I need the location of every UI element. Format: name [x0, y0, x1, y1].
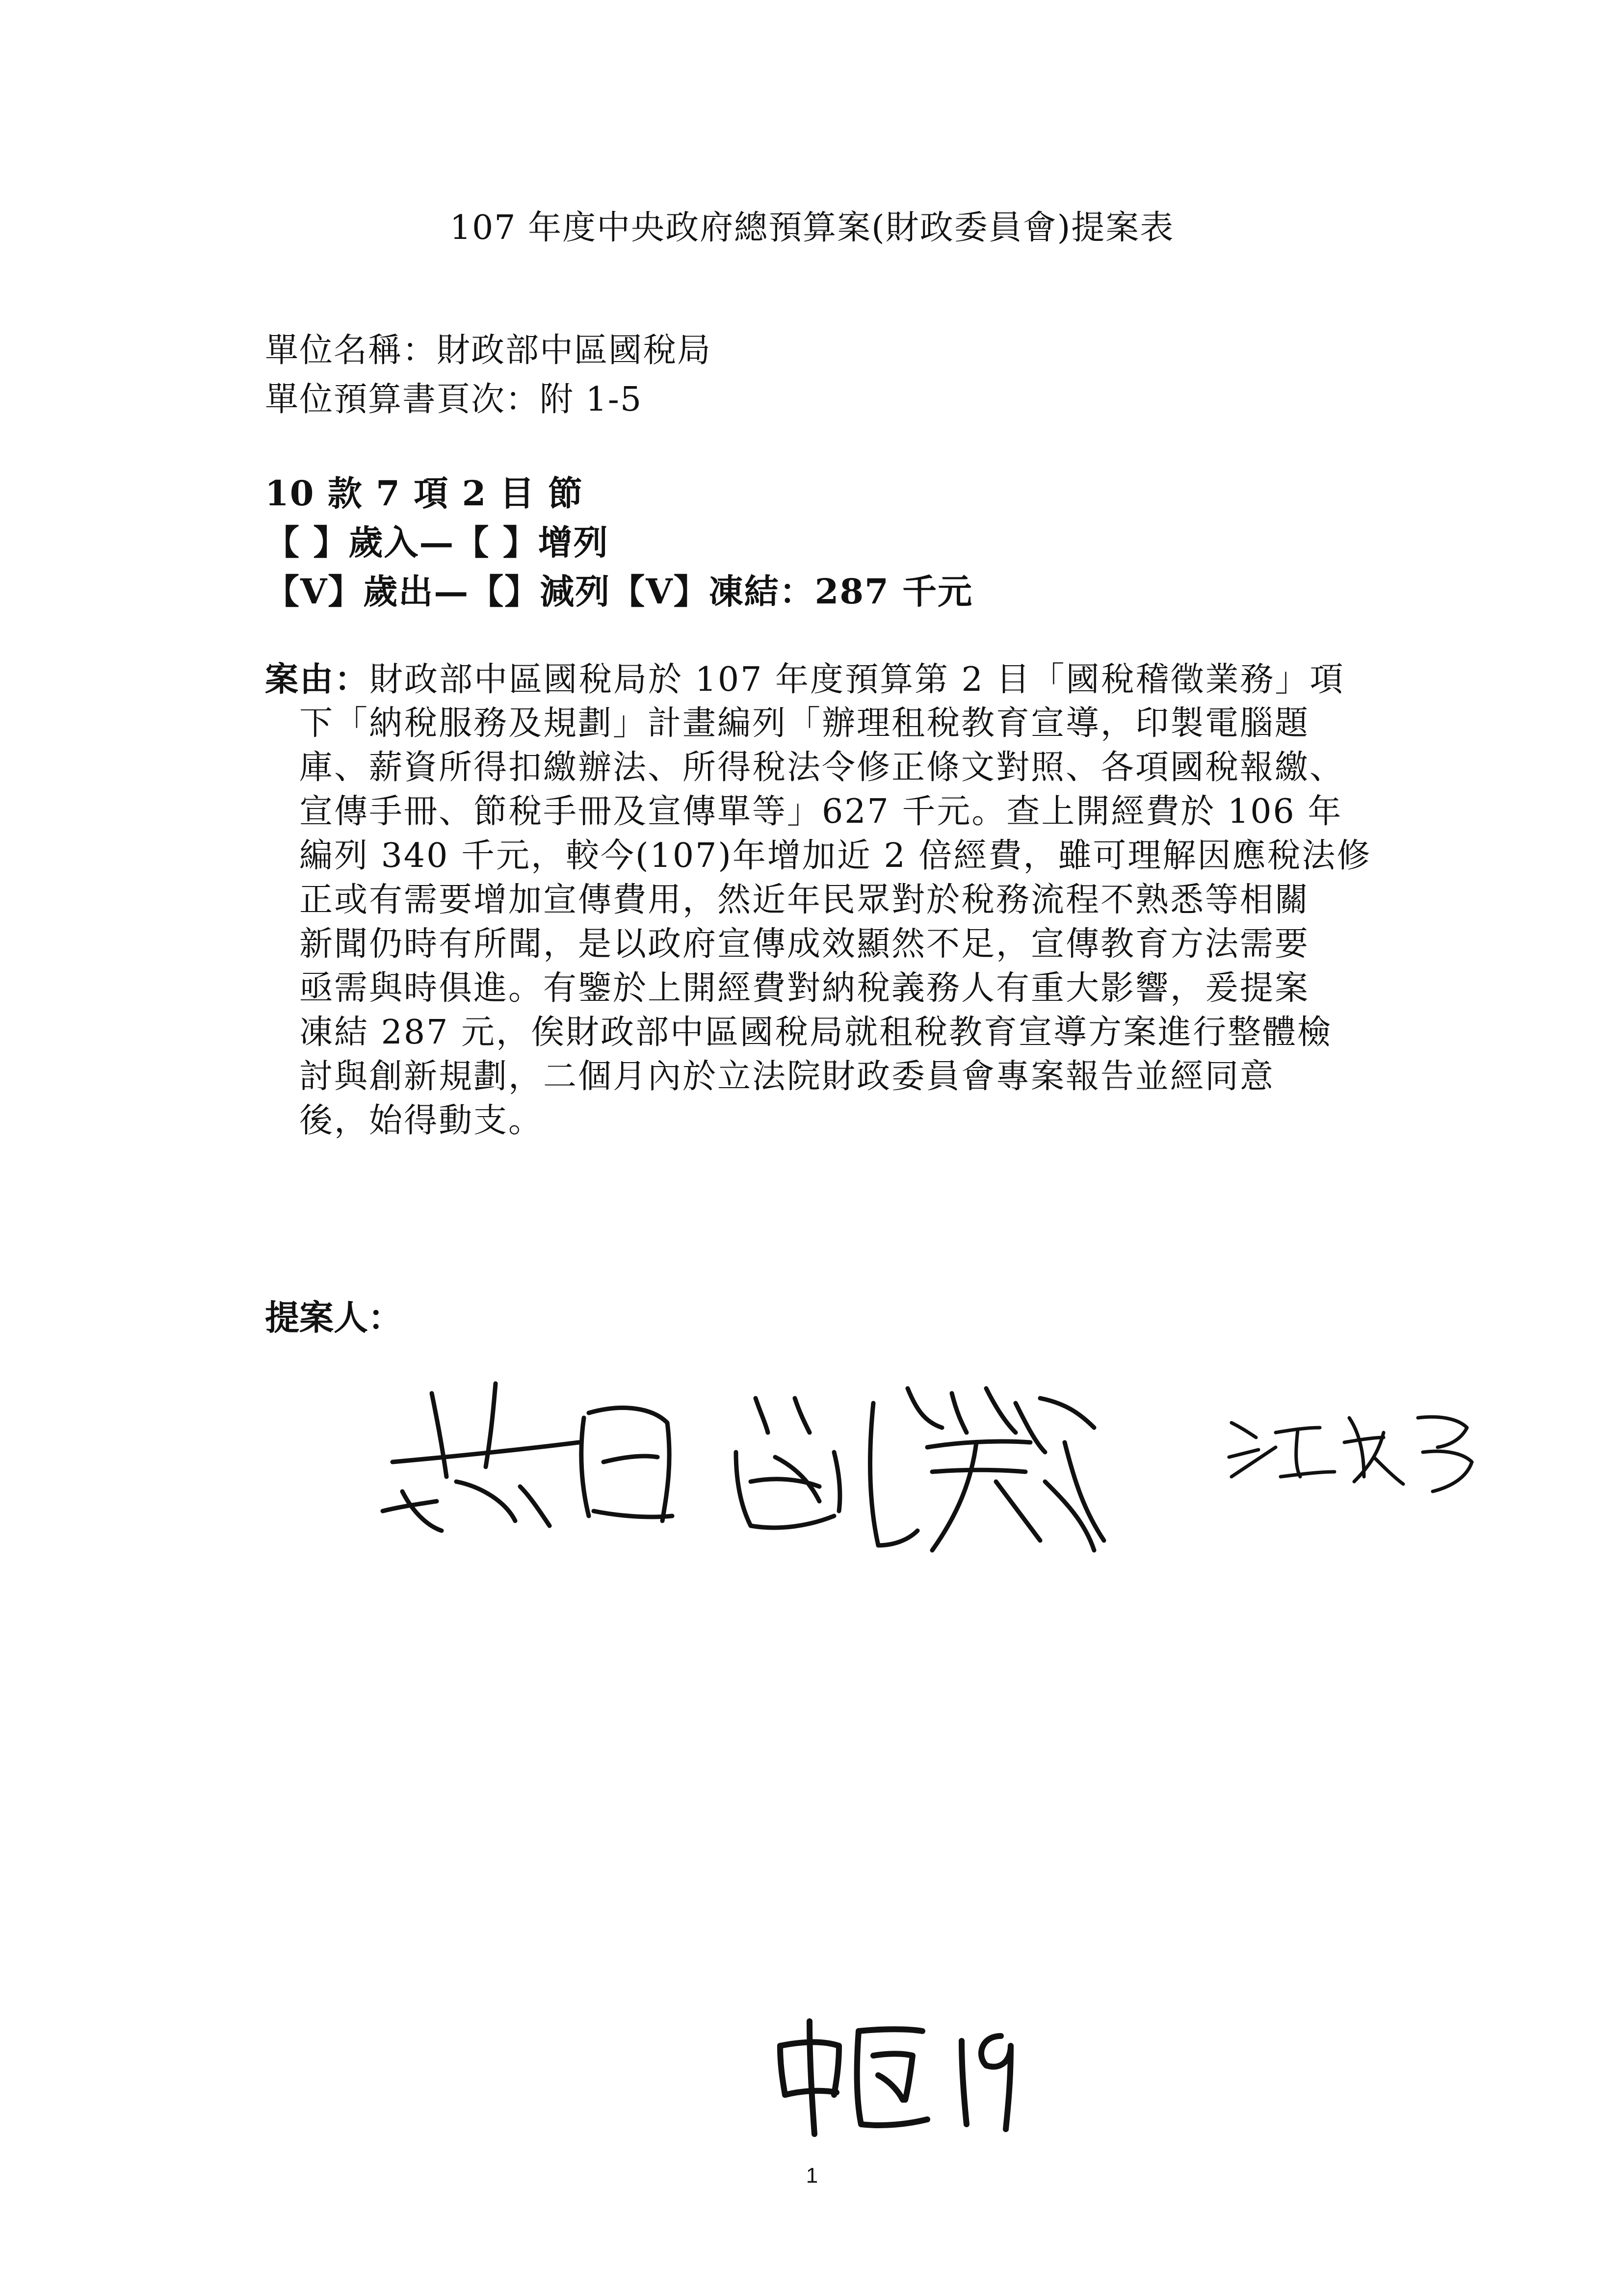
handwritten-note [765, 2011, 1021, 2139]
reason-line: 編列 340 千元，較今(107)年增加近 2 倍經費，雖可理解因應稅法修 [299, 836, 1372, 875]
reason-line: 討與創新規劃，二個月內於立法院財政委員會專案報告並經同意 [299, 1057, 1275, 1096]
reason-section [265, 657, 1423, 1143]
proposer-label: 提案人： [265, 1297, 402, 1338]
reason-line: 凍結 287 元，俟財政部中區國稅局就租稅教育宣導方案進行整體檢 [299, 1013, 1333, 1052]
page-number: 1 [806, 2164, 818, 2188]
revenue-line: 【 】歲入—【 】增列 [265, 522, 609, 563]
reason-line: 新聞仍時有所聞，是以政府宣傳成效顯然不足，宣傳教育方法需要 [299, 925, 1310, 964]
expenditure-line: 【V】歲出—【】減列【V】凍結：287 千元 [265, 571, 973, 612]
reason-line: 亟需與時俱進。有鑒於上開經費對納稅義務人有重大影響，爰提案 [299, 969, 1310, 1008]
budget-page-ref: 單位預算書頁次：附 1-5 [265, 380, 643, 419]
signature-1 [373, 1364, 692, 1540]
reason-line: 下「納稅服務及規劃」計畫編列「辦理租稅教育宣導，印製電腦題 [299, 704, 1310, 743]
reason-line: 正或有需要增加宣傳費用，然近年民眾對於稅務流程不熟悉等相關 [299, 881, 1310, 919]
reason-line [265, 657, 1423, 702]
budget-item-line: 10 款 7 項 2 目 節 [265, 473, 584, 514]
reason-line: 後，始得動支。 [299, 1101, 544, 1140]
reason-line: 宣傳手冊、節稅手冊及宣傳單等」627 千元。查上開經費於 106 年 [299, 792, 1343, 831]
reason-line: 庫、薪資所得扣繳辦法、所得稅法令修正條文對照、各項國稅報繳、 [299, 748, 1345, 787]
signature-2 [721, 1383, 1158, 1570]
reason-text: 財政部中區國稅局於 107 年度預算第 2 目「國稅稽徵業務」項 [369, 660, 1345, 699]
unit-name: 單位名稱：財政部中區國稅局 [265, 331, 712, 370]
reason-label: 案由： [265, 660, 370, 699]
document-title: 107 年度中央政府總預算案(財政委員會)提案表 [449, 209, 1175, 247]
signature-3 [1222, 1403, 1477, 1496]
